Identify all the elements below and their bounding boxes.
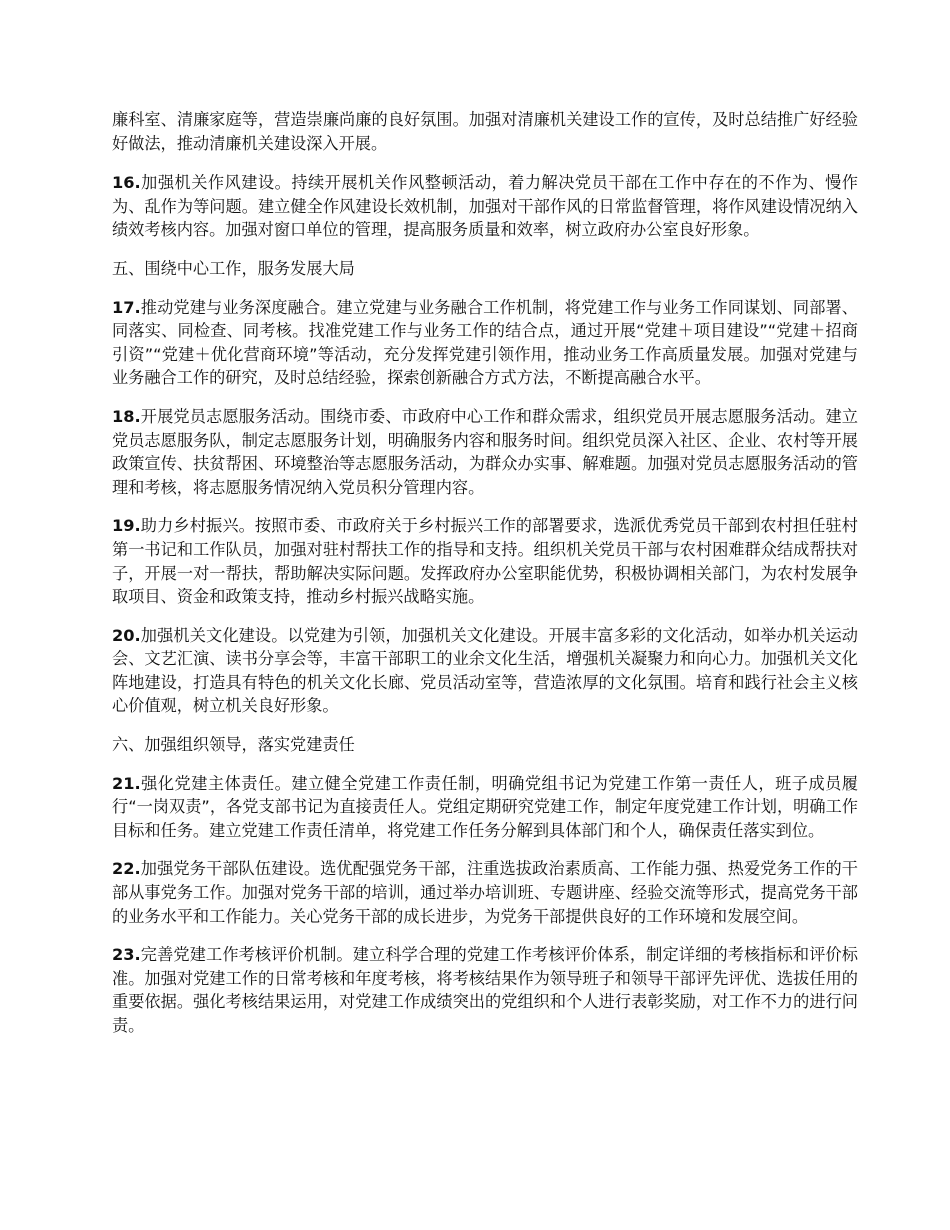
section-heading-5: 五、围绕中心工作，服务发展大局 bbox=[112, 258, 355, 278]
item-21 bbox=[112, 772, 858, 843]
item-text: 助力乡村振兴。按照市委、市政府关于乡村振兴工作的部署要求，选派优秀党员干部到农村担任驻村第一书记和工作队员，加强对驻村帮扶工作的指导和支持。组织机关党员干部与农村困难群众结成帮扶对子，开展一对一帮扶，帮助解决实际问题。发挥政府办公室职能优势，积极协调相关部门，为农村发展争取项目、资金和政策支持，推动乡村振兴战略实施。 bbox=[112, 516, 858, 607]
item-text: 完善党建工作考核评价机制。建立科学合理的党建工作考核评价体系，制定详细的考核指标和评价标准。加强对党建工作的日常考核和年度考核，将考核结果作为领导班子和领导干部评先评优、选拔任用的重要依据。强化考核结果运用，对党建工作成绩突出的党组织和个人进行表彰奖励，对工作不力的进行问责。 bbox=[112, 945, 858, 1035]
item-number: 18. bbox=[112, 406, 141, 426]
item-number: 17. bbox=[112, 297, 141, 317]
item-number: 16. bbox=[112, 173, 141, 193]
item-number: 19. bbox=[112, 516, 141, 536]
intro-paragraph: 廉科室、清廉家庭等，营造崇廉尚廉的良好氛围。加强对清廉机关建设工作的宣传，及时总结推广好经验好做法，推动清廉机关建设深入开展。 bbox=[112, 110, 858, 153]
item-22 bbox=[112, 857, 858, 928]
item-23 bbox=[112, 943, 858, 1037]
item-number: 23. bbox=[112, 945, 141, 965]
item-17 bbox=[112, 296, 858, 390]
item-text: 强化党建主体责任。建立健全党建工作责任制，明确党组书记为党建工作第一责任人，班子成员履行“一岗双责”，各党支部书记为直接责任人。党组定期研究党建工作，制定年度党建工作计划，明确工作目标和任务。建立党建工作责任清单，将党建工作任务分解到具体部门和个人，确保责任落实到位。 bbox=[112, 773, 858, 840]
document-page bbox=[112, 108, 858, 1053]
item-19 bbox=[112, 514, 858, 608]
item-text: 开展党员志愿服务活动。围绕市委、市政府中心工作和群众需求，组织党员开展志愿服务活动。建立党员志愿服务队，制定志愿服务计划，明确服务内容和服务时间。组织党员深入社区、企业、农村等开展政策宣传、扶贫帮困、环境整治等志愿服务活动，为群众办实事、解难题。加强对党员志愿服务活动的管理和考核，将志愿服务情况纳入党员积分管理内容。 bbox=[112, 406, 858, 497]
item-number: 22. bbox=[112, 859, 141, 879]
item-number: 20. bbox=[112, 625, 141, 645]
item-18 bbox=[112, 405, 858, 499]
item-text: 加强机关作风建设。持续开展机关作风整顿活动，着力解决党员干部在工作中存在的不作为、慢作为、乱作为等问题。建立健全作风建设长效机制，加强对干部作风的日常监督管理，将作风建设情况纳入绩效考核内容。加强对窗口单位的管理，提高服务质量和效率，树立政府办公室良好形象。 bbox=[112, 173, 858, 240]
item-text: 推动党建与业务深度融合。建立党建与业务融合工作机制，将党建工作与业务工作同谋划、同部署、同落实、同检查、同考核。找准党建工作与业务工作的结合点，通过开展“党建＋项目建设”“党建＋招商引资”“党建＋优化营商环境”等活动，充分发挥党建引领作用，推动业务工作高质量发展。加强对党建与业务融合工作的研究，及时总结经验，探索创新融合方式方法，不断提高融合水平。 bbox=[112, 297, 858, 388]
item-text: 加强机关文化建设。以党建为引领，加强机关文化建设。开展丰富多彩的文化活动，如举办机关运动会、文艺汇演、读书分享会等，丰富干部职工的业余文化生活，增强机关凝聚力和向心力。加强机关文化阵地建设，打造具有特色的机关文化长廊、党员活动室等，营造浓厚的文化氛围。培育和践行社会主义核心价值观，树立机关良好形象。 bbox=[112, 625, 858, 716]
item-number: 21. bbox=[112, 773, 141, 793]
item-16 bbox=[112, 171, 858, 242]
item-text: 加强党务干部队伍建设。选优配强党务干部，注重选拔政治素质高、工作能力强、热爱党务工作的干部从事党务工作。加强对党务干部的培训，通过举办培训班、专题讲座、经验交流等形式，提高党务干部的业务水平和工作能力。关心党务干部的成长进步，为党务干部提供良好的工作环境和发展空间。 bbox=[112, 859, 858, 926]
section-heading-6: 六、加强组织领导，落实党建责任 bbox=[112, 735, 355, 755]
item-20 bbox=[112, 624, 858, 718]
